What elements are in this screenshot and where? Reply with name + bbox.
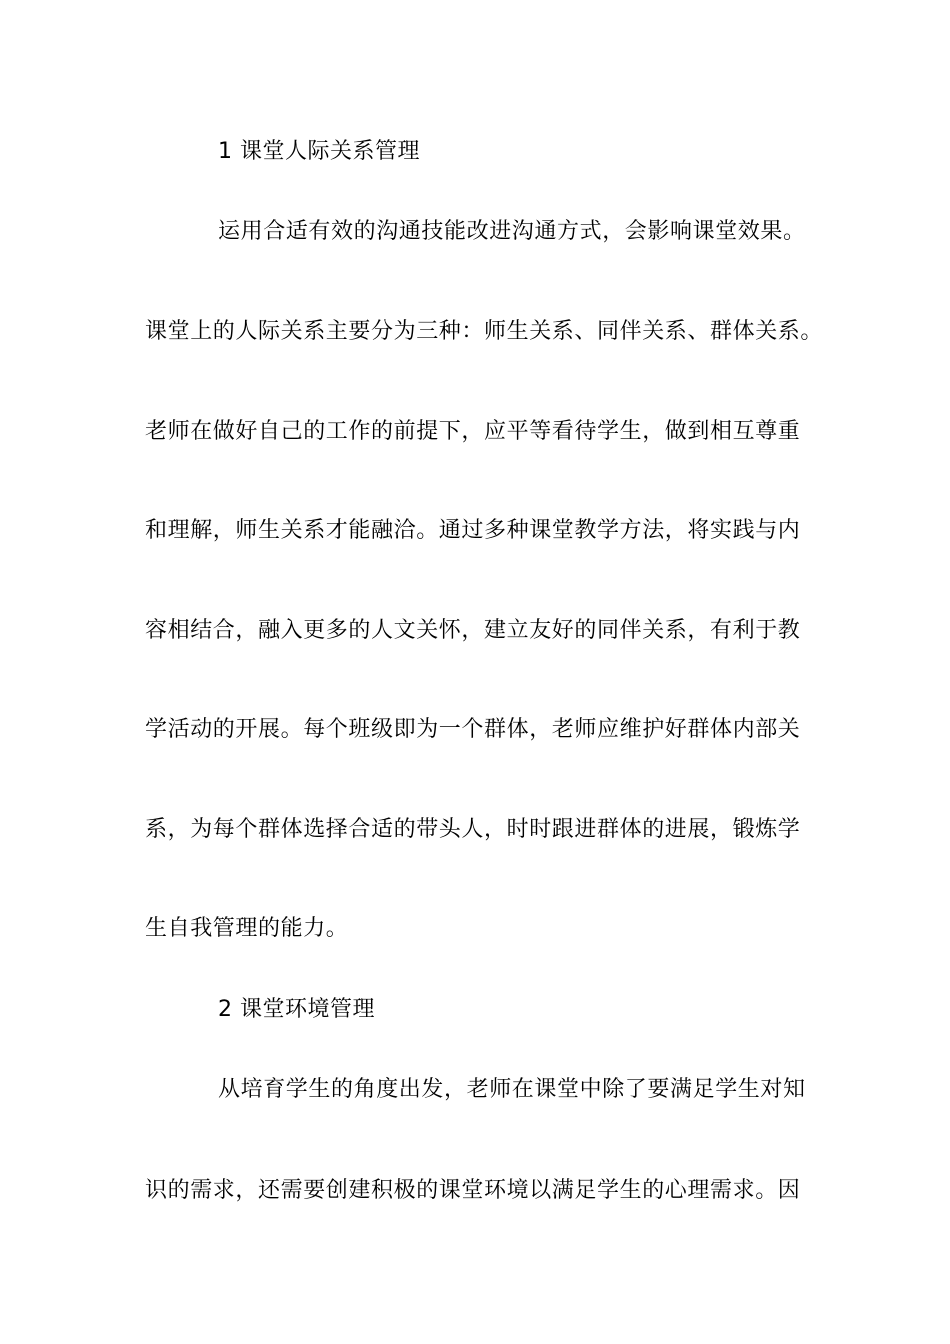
section-heading: 2 课堂环境管理 xyxy=(218,997,375,1022)
paragraph-line: 运用合适有效的沟通技能改进沟通方式，会影响课堂效果。 xyxy=(218,219,806,244)
paragraph-line: 和理解，师生关系才能融洽。通过多种课堂教学方法，将实践与内 xyxy=(145,518,801,543)
paragraph-line: 系，为每个群体选择合适的带头人，时时跟进群体的进展，锻炼学 xyxy=(145,817,801,842)
paragraph-line: 生自我管理的能力。 xyxy=(145,916,349,941)
paragraph-line: 课堂上的人际关系主要分为三种：师生关系、同伴关系、群体关系。 xyxy=(145,319,824,344)
section-heading: 1 课堂人际关系管理 xyxy=(218,139,420,164)
paragraph-line: 学活动的开展。每个班级即为一个群体，老师应维护好群体内部关 xyxy=(145,717,801,742)
paragraph-line: 容相结合，融入更多的人文关怀，建立友好的同伴关系，有利于教 xyxy=(145,618,801,643)
paragraph-line: 老师在做好自己的工作的前提下，应平等看待学生，做到相互尊重 xyxy=(145,419,801,444)
paragraph-line: 识的需求，还需要创建积极的课堂环境以满足学生的心理需求。因 xyxy=(145,1178,801,1203)
paragraph-line: 从培育学生的角度出发，老师在课堂中除了要满足学生对知 xyxy=(218,1077,806,1102)
